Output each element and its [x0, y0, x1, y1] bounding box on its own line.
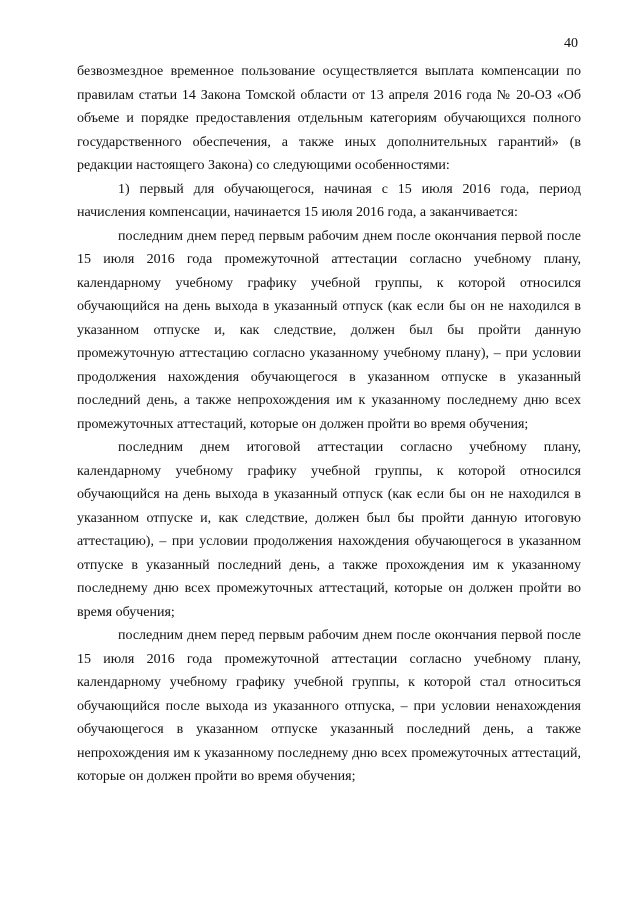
paragraph-1: безвозмездное временное пользование осуществляется выплата компенсации по правилам статьи 14 Закона Томской области от 13 апреля 2016 года № 20-ОЗ «Об объеме и порядке предоставления отдельным категориям обучающихся полного государственного обеспечения, а также иных дополнительных гарантий» (в редакции настоящего Закона) со следующими особенностями: — [77, 64, 581, 173]
paragraph-5: последним днем перед первым рабочим днем после окончания первой после 15 июля 2016 года промежуточной аттестации согласно учебному плану, календарному учебному графику учебной группы, к которой стал относиться обучающийся после выхода из указанного отпуска, – при условии ненахождения обучающегося в указанном отпуске указанный последний день, а также непрохождения им к указанному последнему дню всех промежуточных аттестаций, которые он должен пройти во время обучения; — [77, 628, 581, 784]
document-body — [77, 60, 581, 789]
paragraph-2: 1) первый для обучающегося, начиная с 15 июля 2016 года, период начисления компенсации, начинается 15 июля 2016 года, а заканчивается: — [77, 181, 581, 220]
page-number: 40 — [564, 36, 578, 51]
paragraph-4: последним днем итоговой аттестации согласно учебному плану, календарному учебному графику учебной группы, к которой относился обучающийся на день выхода в указанный отпуск (как если бы он не находился в указанном отпуске и, как следствие, должен был бы пройти данную итоговую аттестацию), – при условии продолжения нахождения обучающегося в указанном отпуске в указанный последний день, а также прохождения им к указанному последнему дню всех промежуточных аттестаций, которые он должен пройти во время обучения; — [77, 440, 581, 620]
paragraph-3: последним днем перед первым рабочим днем после окончания первой после 15 июля 2016 года промежуточной аттестации согласно учебному плану, календарному учебному графику учебной группы, к которой относился обучающийся на день выхода в указанный отпуск (как если бы он не находился в указанном отпуске и, как следствие, должен был бы пройти данную промежуточную аттестацию согласно указанному учебному плану), – при условии продолжения нахождения обучающегося в указанном отпуске в указанный последний день, а также непрохождения им к указанному последнему дню всех промежуточных аттестаций, которые он должен пройти во время обучения; — [77, 228, 581, 432]
